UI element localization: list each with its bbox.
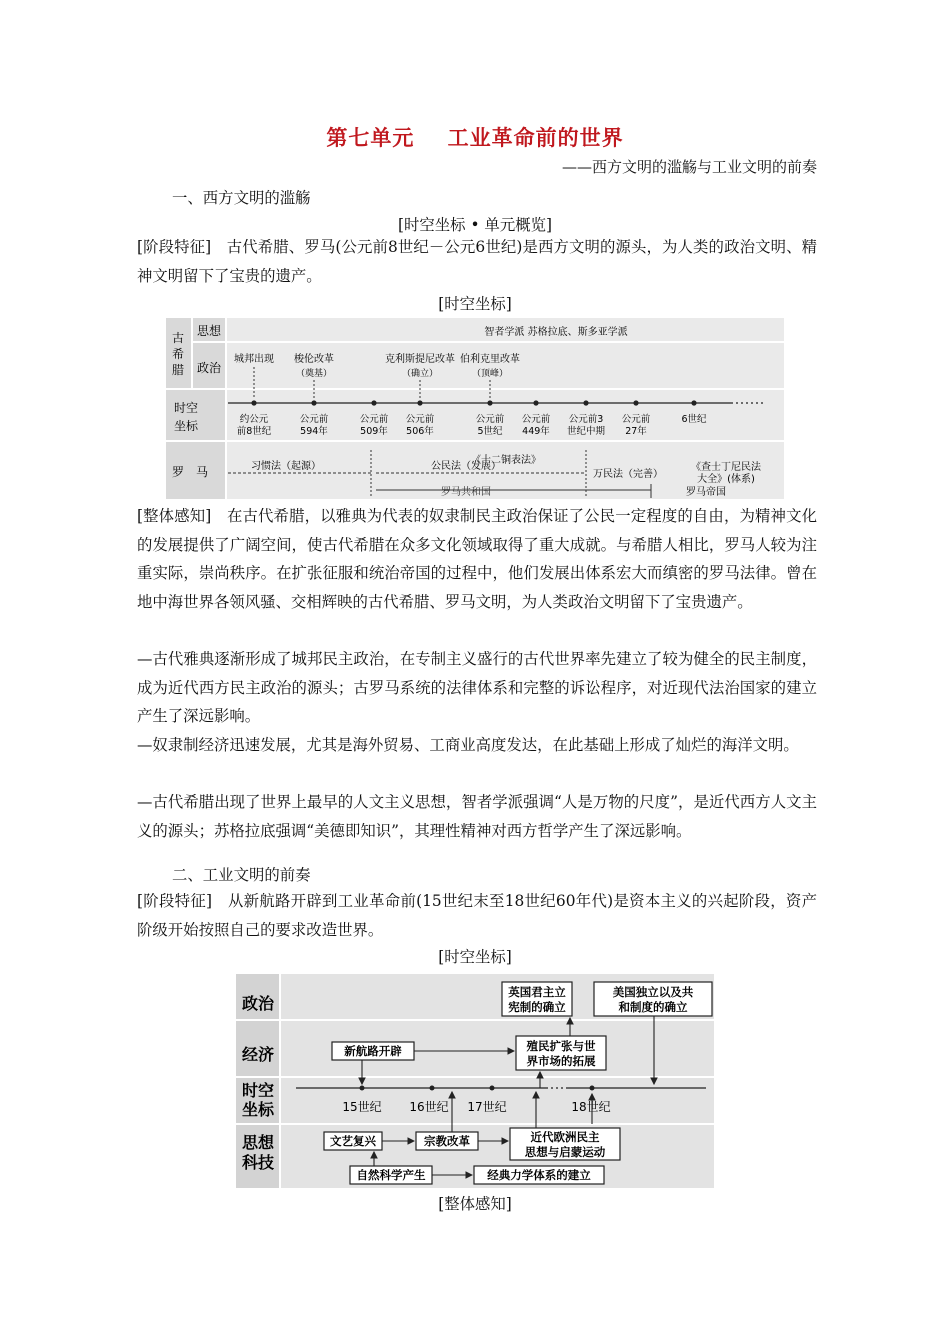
event-solon-note: （奠基） xyxy=(295,369,333,379)
unit-number: 第七单元 xyxy=(326,125,415,150)
uk-constitution-1: 英国君主立 xyxy=(508,985,566,999)
timeline-tick-dot xyxy=(633,400,638,405)
row-greece-3: 腊 xyxy=(171,363,185,377)
timeline-label-2: [时空坐标] xyxy=(438,948,512,966)
rome-corpus-1: 《查士丁尼民法 xyxy=(691,462,761,473)
century-16: 16世纪 xyxy=(409,1100,449,1114)
timeline-tick-dot xyxy=(691,400,696,405)
event-solon: 梭伦改革 xyxy=(294,354,334,365)
timeline-tick-label-1: 公元前 xyxy=(475,414,505,425)
timeline-tick-dot xyxy=(487,400,492,405)
rome-empire: 罗马帝国 xyxy=(686,487,726,498)
timeline-tick-label-1: 公元前 xyxy=(621,414,651,425)
us-independence-2: 和制度的确立 xyxy=(618,1000,688,1014)
timeline-tick-label-1: 约公元 xyxy=(239,414,269,425)
classical-mechanics: 经典力学体系的建立 xyxy=(487,1168,591,1182)
enlightenment-2: 思想与启蒙运动 xyxy=(524,1145,606,1159)
fig2-row-politics: 政治 xyxy=(241,994,275,1013)
row-rome-label: 罗 马 xyxy=(171,465,209,479)
century-15: 15世纪 xyxy=(342,1100,382,1114)
stage-feature-1: [阶段特征] 古代希腊、罗马(公元前8世纪－公元6世纪)是西方文明的源头，为人类的政治文明、精神文明留下了宝贵的遗产。 xyxy=(137,238,817,285)
colonial-expansion-2: 界市场的拓展 xyxy=(526,1054,596,1068)
timeline-tick-label-1: 公元前3 xyxy=(568,414,604,425)
overall-perception-label-2: [整体感知] xyxy=(438,1195,512,1213)
point-politics: —古代雅典逐渐形成了城邦民主政治，在专制主义盛行的古代世界率先建立了较为健全的民主制度，成为近代西方民主政治的源头；古罗马系统的法律体系和完整的诉讼程序，对近现代法治国家的建立产生了深远影响。 xyxy=(137,650,817,726)
fig2-row-timeline-1: 时空 xyxy=(241,1081,275,1100)
us-independence-1: 美国独立以及共 xyxy=(612,985,694,999)
rome-civil-law: 公民法（发展） xyxy=(431,461,501,472)
unit-title xyxy=(0,122,950,152)
fig2-row-thought-2: 科技 xyxy=(241,1153,275,1172)
row-timeline-2: 坐标 xyxy=(173,419,199,433)
unit-name: 工业革命前的世界 xyxy=(447,125,624,150)
rome-republic: 罗马共和国 xyxy=(441,487,491,498)
rome-twelve-tables: 《十二铜表法》 xyxy=(471,455,541,466)
timeline-tick-dot xyxy=(417,400,422,405)
timeline-tick-label-1: 公元前 xyxy=(299,414,329,425)
row-thought-label: 思想 xyxy=(196,324,222,338)
enlightenment-1: 近代欧洲民主 xyxy=(530,1130,600,1144)
timeline-tick-label-1: 6世纪 xyxy=(681,414,707,425)
overview-label: [时空坐标 • 单元概览] xyxy=(398,216,552,234)
industrial-prelude-figure xyxy=(236,974,714,1188)
reformation: 宗教改革 xyxy=(424,1134,470,1148)
event-pericles-note: （顶峰） xyxy=(471,369,509,379)
timeline-tick-dot xyxy=(251,400,256,405)
section1-heading: 一、西方文明的滥觞 xyxy=(172,189,311,207)
timeline-label-1: [时空坐标] xyxy=(438,295,512,313)
timeline-tick-dot xyxy=(583,400,588,405)
thought-schools: 智者学派 苏格拉底、斯多亚学派 xyxy=(484,327,628,338)
timeline-tick-label-2: 27年 xyxy=(625,426,647,437)
timeline-tick-label-2: 506年 xyxy=(406,426,434,437)
event-city-states: 城邦出现 xyxy=(234,354,274,365)
timeline-tick-label-2: 前8世纪 xyxy=(236,426,272,437)
fig2-row-timeline-2: 坐标 xyxy=(241,1100,275,1119)
timeline-tick-label-2: 449年 xyxy=(522,426,550,437)
rome-custom-law: 习惯法（起源） xyxy=(251,461,321,472)
row-greece-1: 古 xyxy=(171,331,185,345)
event-pericles: 伯利克里改革 xyxy=(460,354,520,365)
timeline-tick-label-2: 世纪中期 xyxy=(566,426,606,437)
renaissance: 文艺复兴 xyxy=(330,1134,376,1148)
greece-rome-timeline-figure xyxy=(166,318,784,499)
row-politics-label: 政治 xyxy=(196,361,222,375)
new-sea-routes: 新航路开辟 xyxy=(344,1044,402,1058)
unit-subtitle: ——西方文明的滥觞与工业文明的前奏 xyxy=(561,158,817,176)
century-17: 17世纪 xyxy=(467,1100,507,1114)
century-18: 18世纪 xyxy=(571,1100,611,1114)
timeline-tick-label-2: 594年 xyxy=(300,426,328,437)
overall-perception-1: [整体感知] 在古代希腊，以雅典为代表的奴隶制民主政治保证了公民一定程度的自由，为精神文化的发展提供了广阔空间，使古代希腊在众多文化领域取得了重大成就。与希腊人相比，罗马人较为注重实际，崇尚秩序。在扩张征服和统治帝国的过程中，他们发展出体系宏大而缜密的罗马法律。曾在地中海世界各领风骚、交相辉映的古代希腊、罗马文明，为人类政治文明留下了宝贵遗产。 xyxy=(137,507,817,611)
point-thought: —古代希腊出现了世界上最早的人文主义思想，智者学派强调“人是万物的尺度”，是近代西方人文主义的源头；苏格拉底强调“美德即知识”，其理性精神对西方哲学产生了深远影响。 xyxy=(137,793,817,840)
timeline-tick-label-1: 公元前 xyxy=(359,414,389,425)
row-greece-2: 希 xyxy=(171,347,185,361)
colonial-expansion-1: 殖民扩张与世 xyxy=(526,1039,596,1053)
timeline-tick-label-2: 5世纪 xyxy=(477,426,503,437)
uk-constitution-2: 宪制的确立 xyxy=(508,1000,566,1014)
timeline-tick-label-2: 509年 xyxy=(360,426,388,437)
stage-feature-2: [阶段特征] 从新航路开辟到工业革命前(15世纪末至18世纪60年代)是资本主义的兴起阶段，资产阶级开始按照自己的要求改造世界。 xyxy=(137,892,817,939)
point-economy: —奴隶制经济迅速发展，尤其是海外贸易、工商业高度发达，在此基础上形成了灿烂的海洋文明。 xyxy=(137,736,799,754)
row-timeline-1: 时空 xyxy=(173,401,199,415)
fig2-row-economy: 经济 xyxy=(241,1045,275,1064)
timeline-tick-label-1: 公元前 xyxy=(405,414,435,425)
rome-law-of-nations: 万民法（完善） xyxy=(593,469,663,480)
event-cleisthenes-note: （确立） xyxy=(401,369,439,379)
fig2-row-thought-1: 思想 xyxy=(241,1133,275,1152)
timeline-tick-dot xyxy=(311,400,316,405)
timeline-tick-dot xyxy=(533,400,538,405)
timeline-tick-dot xyxy=(371,400,376,405)
natural-science: 自然科学产生 xyxy=(356,1168,426,1182)
timeline-tick-label-1: 公元前 xyxy=(521,414,551,425)
rome-corpus-2: 大全》(体系) xyxy=(697,474,755,485)
section2-heading: 二、工业文明的前奏 xyxy=(172,866,311,884)
event-cleisthenes: 克利斯提尼改革 xyxy=(385,354,455,365)
